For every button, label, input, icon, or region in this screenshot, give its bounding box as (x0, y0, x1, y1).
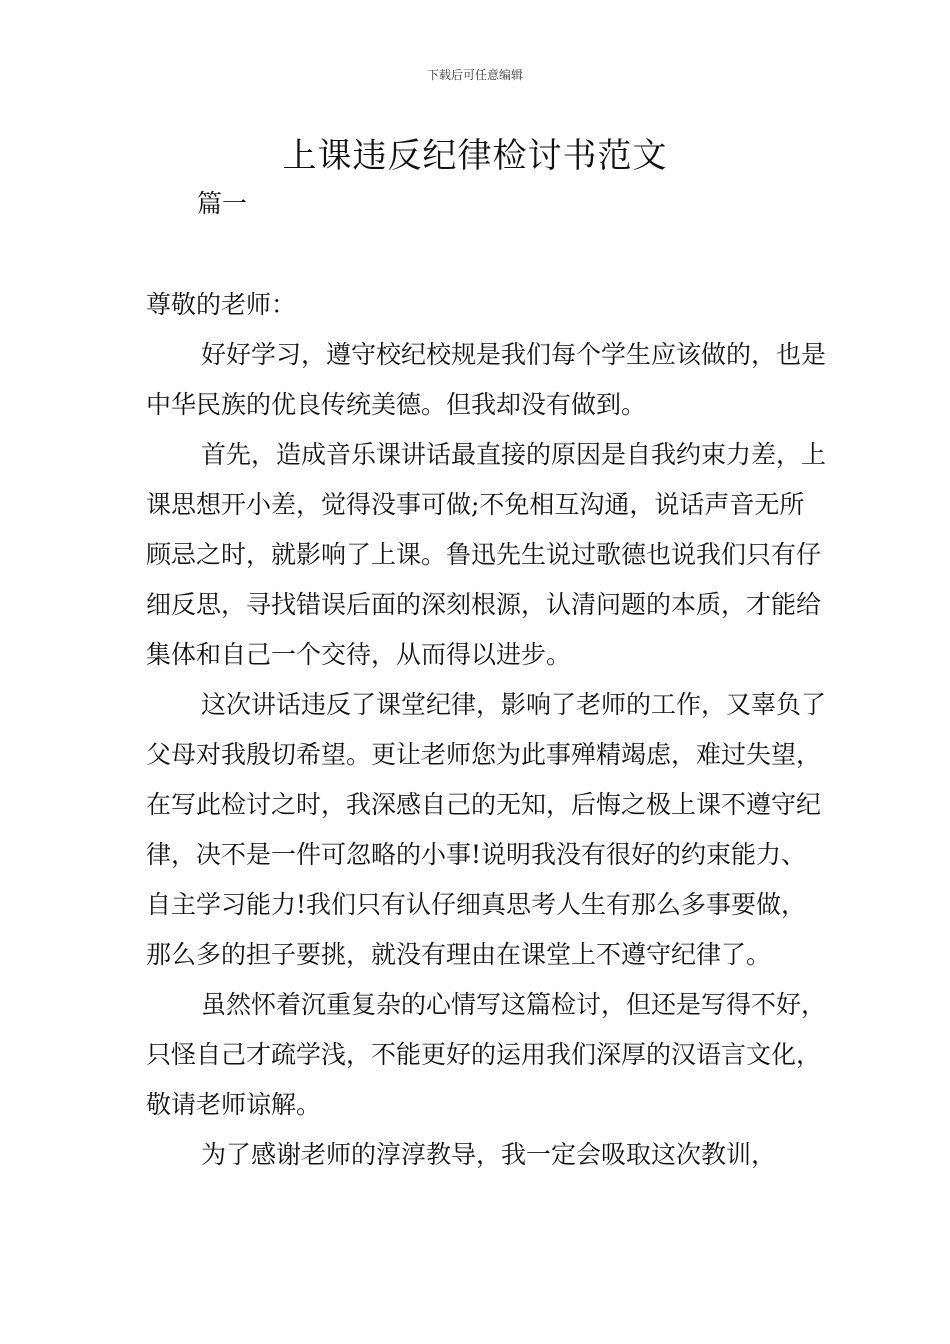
paragraph: 好好学习，遵守校纪校规是我们每个学生应该做的，也是中华民族的优良传统美德。但我却没有做到。 (146, 340, 827, 419)
salutation: 尊敬的老师： (146, 290, 297, 319)
header-note: 下载后可任意编辑 (426, 68, 523, 82)
document-title: 上课违反纪律检讨书范文 (282, 136, 668, 176)
paragraph: 这次讲话违反了课堂纪律，影响了老师的工作，又辜负了父母对我殷切希望。更让老师您为此事殚精竭虑，难过失望，在写此检讨之时，我深感自己的无知，后悔之极上课不遵守纪律，决不是一件可忽略的小事!说明我没有很好的约束能力、自主学习能力!我们只有认仔细真思考人生有那么多事要做，那么多的担子要挑，就没有理由在课堂上不遵守纪律了。 (146, 690, 827, 969)
paragraph: 虽然怀着沉重复杂的心情写这篇检讨，但还是写得不好，只怪自己才疏学浅，不能更好的运用我们深厚的汉语言文化，敬请老师谅解。 (146, 990, 827, 1119)
section-label: 篇一 (197, 189, 248, 218)
paragraph: 为了感谢老师的淳淳教导，我一定会吸取这次教训， (201, 1140, 777, 1169)
paragraph: 首先，造成音乐课讲话最直接的原因是自我约束力差，上课思想开小差，觉得没事可做;不免相互沟通，说话声音无所顾忌之时，就影响了上课。鲁迅先生说过歌德也说我们只有仔细反思，寻找错误后面的深刻根源，认清问题的本质，才能给集体和自己一个交待，从而得以进步。 (146, 440, 827, 669)
document-body (146, 280, 826, 1180)
